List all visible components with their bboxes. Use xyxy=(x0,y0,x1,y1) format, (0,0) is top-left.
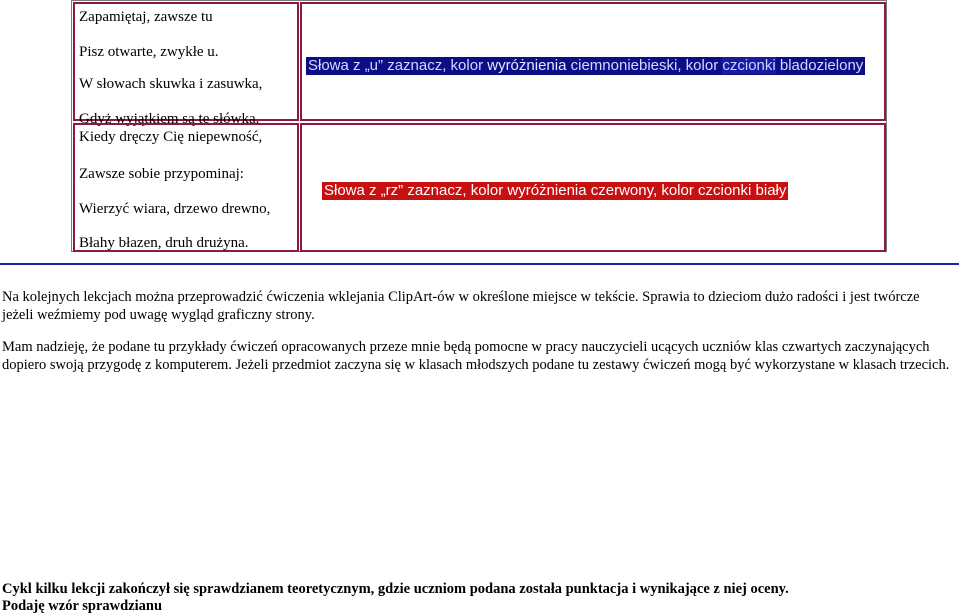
horizontal-rule xyxy=(0,263,959,265)
instruction-rz: Słowa z „rz” zaznacz, kolor wyróżnienia czerwony, kolor czcionki biały xyxy=(324,182,787,199)
poem-line-6: Zawsze sobie przypominaj: xyxy=(79,166,244,182)
paragraph-clipart: Na kolejnych lekcjach można przeprowadzić ćwiczenia wklejania ClipArt-ów w określone miejsce w tekście. Sprawia to dzieciom dużo radości i jest twórcze jeżeli weźmiemy pod uwagę wygląd graficzny strony. xyxy=(2,289,920,323)
paragraph-hope: Mam nadzieję, że podane tu przykłady ćwiczeń opracowanych przeze mnie będą pomocne w pracy nauczycieli ucących uczniów klas czwartych zaczynających dopiero swoją przygodę z komputerem. Jeżeli przedmiot zaczyna się w klasach młodszych podane tu zestawy ćwiczeń mogą być wykorzystane w klasach trzecich. xyxy=(2,339,950,373)
exercise-table xyxy=(71,0,887,252)
poem-line-8: Błahy błazen, druh drużyna. xyxy=(79,235,249,251)
poem-line-7: Wierzyć wiara, drzewo drewno, xyxy=(79,201,271,217)
poem-line-5: Kiedy dręczy Cię niepewność, xyxy=(79,129,263,145)
poem-cell-top xyxy=(73,2,299,127)
instruction-cell-rz xyxy=(300,123,886,252)
instruction-cell-u xyxy=(300,2,886,121)
poem-cell-bottom xyxy=(73,123,299,252)
test-summary: Cykl kilku lekcji zakończył się sprawdzianem teoretycznym, gdzie uczniom podana została punktacja i wynikające z niej oceny. xyxy=(2,581,789,597)
poem-line-4: Gdyż wyjątkiem są te słówka. xyxy=(79,111,260,127)
instruction-u: Słowa z „u” zaznacz, kolor wyróżnienia ciemnoniebieski, kolor czcionki bladozielony xyxy=(308,57,864,74)
test-template-heading: Podaję wzór sprawdzianu xyxy=(2,598,163,614)
poem-line-1: Zapamiętaj, zawsze tu xyxy=(79,9,213,25)
poem-line-3: W słowach skuwka i zasuwka, xyxy=(79,76,263,92)
poem-line-2: Pisz otwarte, zwykłe u. xyxy=(79,44,219,60)
